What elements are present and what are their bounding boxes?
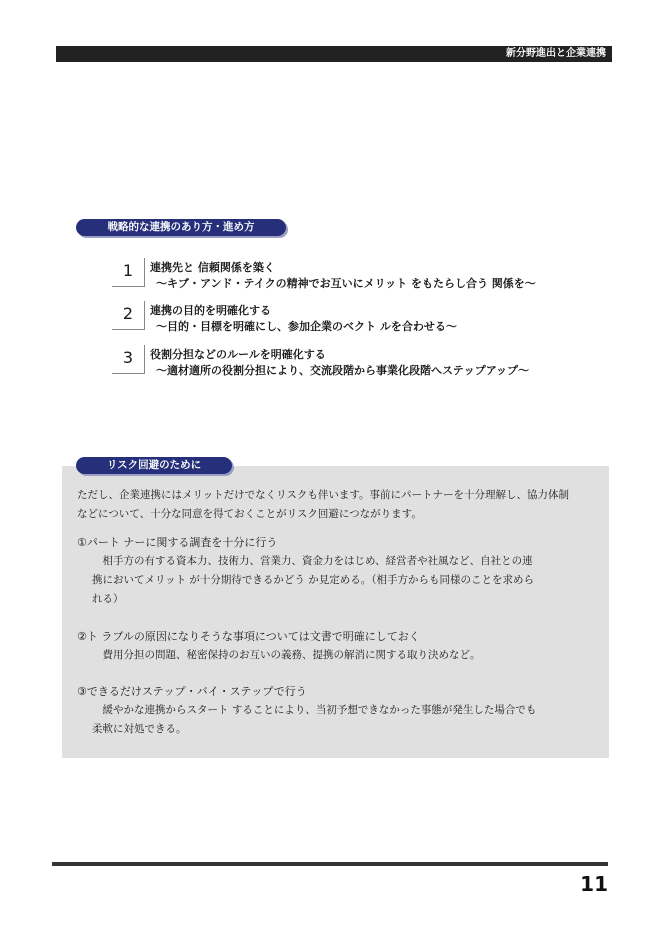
risk-item-2-heading: ②ト ラブルの原因になりそうな事項については文書で明確にしておく [77, 630, 420, 643]
strategy-step-3 [112, 345, 632, 375]
step-title: 役割分担などのルールを明確化する [150, 348, 326, 361]
header-title: 新分野進出と企業連携 [506, 48, 606, 59]
risk-body-line: れる） [92, 593, 124, 605]
risk-body-line: 費用分担の問題、秘密保持のお互いの義務、提携の解消に関する取り決めなど。 [92, 649, 481, 661]
risk-item-3-body [92, 701, 536, 739]
footer-rule [52, 862, 608, 866]
strategy-heading: 戦略的な連携のあり方・進め方 [76, 219, 286, 236]
risk-heading: リスク回避のために [76, 457, 232, 474]
risk-body-line: 緩やかな連携からスタート することにより、当初予想できなかった事態が発生した場合でも [92, 704, 537, 716]
step-number: 3 [112, 345, 145, 374]
step-number: 2 [112, 301, 145, 330]
step-subtitle: ～適材適所の役割分担により、交流段階から事業化段階へステップアップ～ [156, 364, 530, 377]
risk-item-2-body [92, 646, 481, 665]
strategy-step-2 [112, 301, 632, 331]
risk-body-line: 携においてメリット が十分期待できるかどう か見定める。（相手方からも同様のことを求めら [92, 574, 535, 586]
risk-body-line: 相手方の有する資本力、技術力、営業力、資金力をはじめ、経営者や社風など、自社との連 [92, 555, 533, 567]
risk-item-1-heading: ①パート ナーに関する調査を十分に行う [77, 536, 278, 549]
step-subtitle: ～キブ・アンド・テイクの精神でお互いにメリット をもたらし合う 関係を～ [156, 277, 536, 290]
header-bar [56, 46, 612, 62]
strategy-step-1 [112, 258, 632, 288]
step-number: 1 [112, 258, 145, 287]
risk-intro [77, 486, 569, 524]
step-title: 連携先と 信頼関係を築く [150, 261, 275, 274]
risk-item-3-heading: ③できるだけステップ・バイ・ステップで行う [77, 685, 307, 698]
risk-item-1-body [92, 552, 534, 609]
risk-intro-line: ただし、企業連携にはメリットだけでなくリスクも伴います。事前にパートナーを十分理解し、協力体制 [77, 489, 570, 501]
step-subtitle: ～目的・目標を明確にし、参加企業のベクト ルを合わせる～ [156, 320, 457, 333]
risk-body-line: 柔軟に対処できる。 [92, 723, 187, 735]
step-title: 連携の目的を明確化する [150, 304, 271, 317]
risk-intro-line: などについて、十分な同意を得ておくことがリスク回避につながります。 [77, 508, 422, 520]
risk-box [62, 466, 609, 758]
page-number: 11 [580, 872, 608, 896]
